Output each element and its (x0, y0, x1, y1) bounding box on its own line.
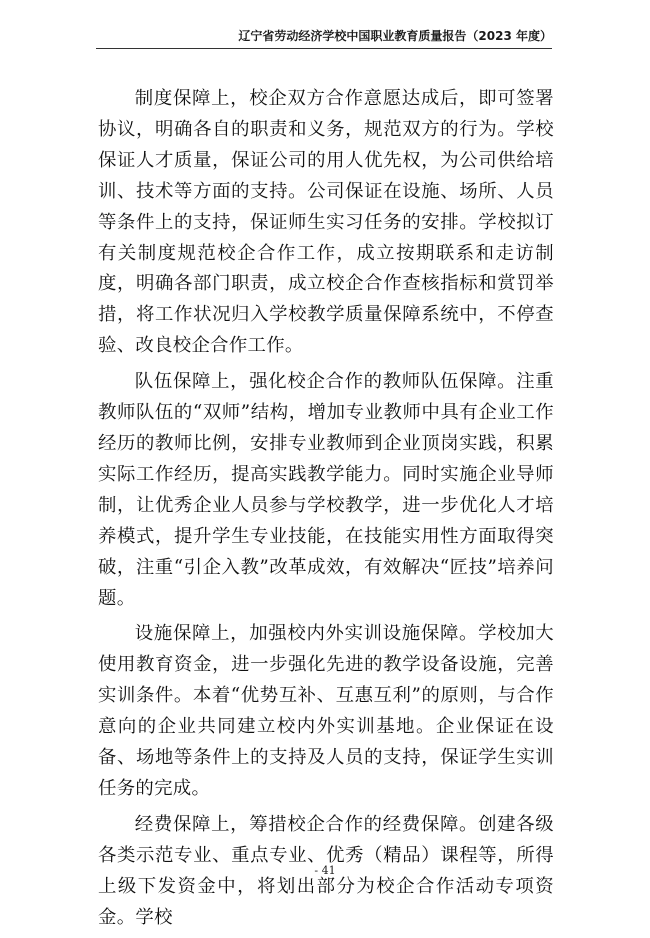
paragraph-facility-guarantee: 设施保障上，加强校内外实训设施保障。学校加大使用教育资金，进一步强化先进的教学设备设施，完善实训条件。本着“优势互补、互惠互利”的原则，与合作意向的企业共同建立校内外实训基地。企业保证在设备、场地等条件上的支持及人员的支持，保证学生实训任务的完成。 (98, 623, 554, 799)
paragraph-team-guarantee: 队伍保障上，强化校企合作的教师队伍保障。注重教师队伍的“双师”结构，增加专业教师中具有企业工作经历的教师比例，安排专业教师到企业顶岗实践，积累实际工作经历，提高实践教学能力。同时实施企业导师制，让优秀企业人员参与学校教学，进一步优化人才培养模式，提升学生专业技能，在技能实用性方面取得突破，注重“引企入教”改革成效，有效解决“匠技”培养问题。 (98, 371, 554, 609)
page-number: - 41 (314, 864, 336, 877)
header-divider (96, 48, 552, 49)
running-header-title: 辽宁省劳动经济学校中国职业教育质量报告（2023 年度） (238, 29, 552, 43)
paragraph-institutional-guarantee: 制度保障上，校企双方合作意愿达成后，即可签署协议，明确各自的职责和义务，规范双方的行为。学校保证人才质量，保证公司的用人优先权，为公司供给培训、技术等方面的支持。公司保证在设施、场所、人员等条件上的支持，保证师生实习任务的安排。学校拟订有关制度规范校企合作工作，成立按期联系和走访制度，明确各部门职责，成立校企合作查核指标和赏罚举措，将工作状况归入学校教学质量保障系统中，不停查验、改良校企合作工作。 (98, 88, 554, 357)
body-text (98, 84, 554, 938)
paragraph-funding-guarantee: 经费保障上，筹措校企合作的经费保障。创建各级各类示范专业、重点专业、优秀（精品）课程等，所得上级下发资金中，将划出部分为校企合作活动专项资金。学校 (98, 813, 554, 928)
